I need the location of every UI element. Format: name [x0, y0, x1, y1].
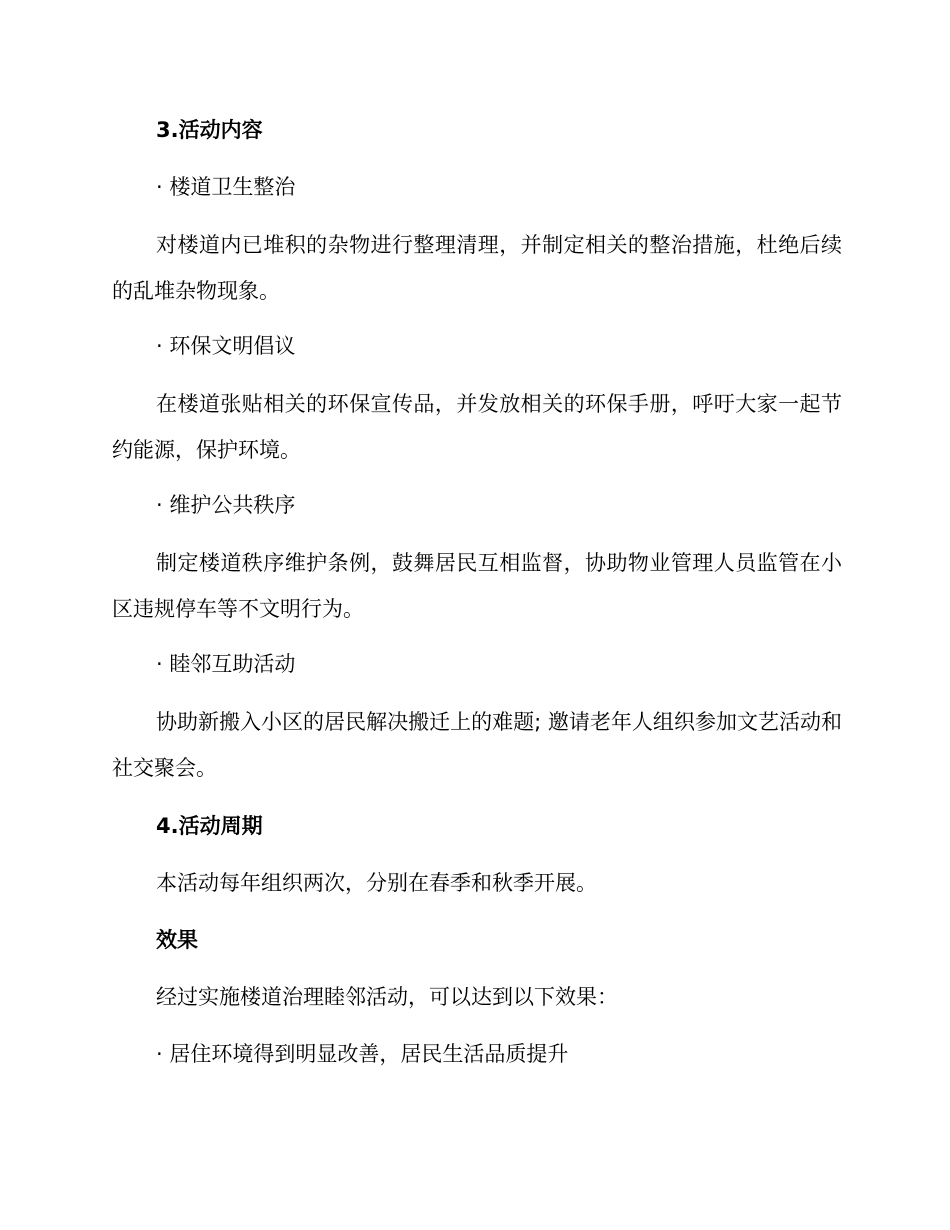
item-title-neighbor-help: · 睦邻互助活动 — [156, 652, 296, 676]
item-title-hallway-cleanup: · 楼道卫生整治 — [156, 175, 296, 199]
item-body-neighbor-help: 协助新搬入小区的居民解决搬迁上的难题; 邀请老年人组织参加文艺活动和社交聚会。 — [112, 710, 842, 780]
section-heading-activity-content: 3.活动内容 — [156, 118, 263, 142]
section-heading-activity-cycle: 4.活动周期 — [156, 814, 263, 838]
effects-bullet-living-environment: · 居住环境得到明显改善，居民生活品质提升 — [156, 1042, 569, 1066]
item-body-eco-initiative: 在楼道张贴相关的环保宣传品，并发放相关的环保手册，呼吁大家一起节约能源，保护环境。 — [112, 392, 842, 462]
item-body-public-order: 制定楼道秩序维护条例，鼓舞居民互相监督，协助物业管理人员监管在小区违规停车等不文明行为。 — [112, 551, 842, 621]
item-body-hallway-cleanup: 对楼道内已堆积的杂物进行整理清理，并制定相关的整治措施，杜绝后续的乱堆杂物现象。 — [112, 233, 842, 303]
section-heading-effects: 效果 — [156, 928, 198, 952]
activity-cycle-body: 本活动每年组织两次，分别在春季和秋季开展。 — [156, 871, 597, 895]
effects-body: 经过实施楼道治理睦邻活动，可以达到以下效果： — [156, 985, 618, 1009]
item-title-public-order: · 维护公共秩序 — [156, 493, 296, 517]
item-title-eco-initiative: · 环保文明倡议 — [156, 334, 296, 358]
